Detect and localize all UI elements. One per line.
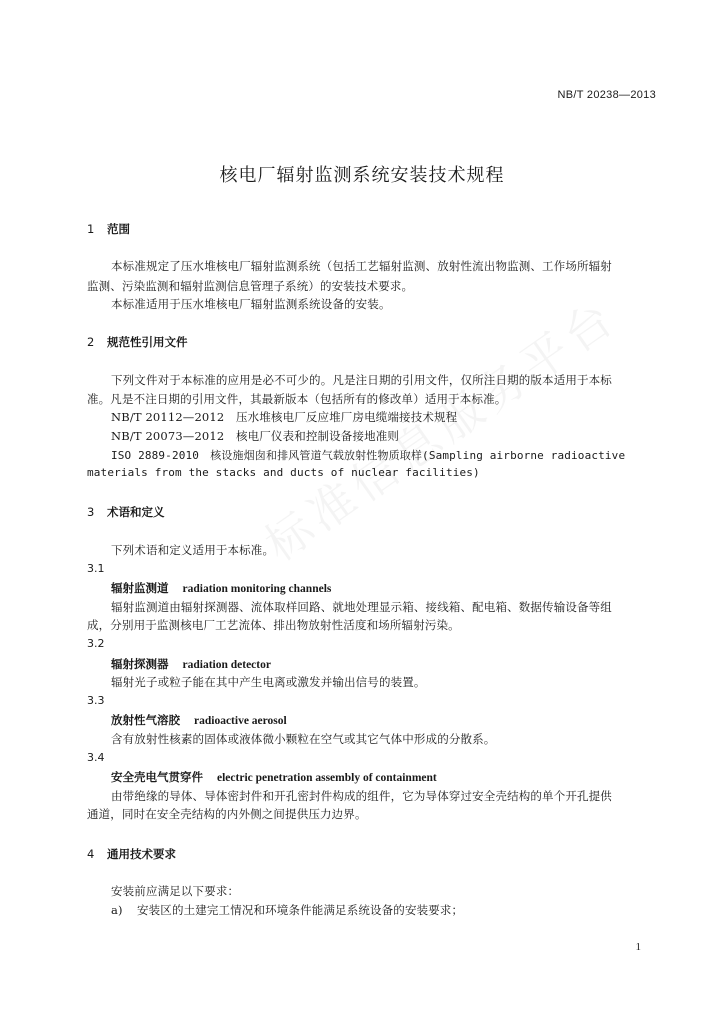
term-number: 3.1 [87,562,105,575]
section-heading-1 [87,221,130,237]
term-definition: 成，分别用于监测核电厂工艺流体、排出物放射性活度和场所辐射污染。 [87,618,460,632]
section-title: 范围 [107,222,130,236]
term-zh: 辐射监测道 [111,581,169,595]
paragraph-line: 本标准适用于压水堆核电厂辐射监测系统设备的安装。 [111,297,391,311]
term-en: radiation monitoring channels [182,583,332,595]
term-definition: 通道，同时在安全壳结构的内外侧之间提供压力边界。 [87,807,367,821]
reference-item: ISO 2889-2010 核设施烟囱和排风管道气载放射性物质取样(Sampling airborne radioactive [111,449,626,462]
section-title: 通用技术要求 [107,847,176,861]
term-en: radioactive aerosol [194,715,287,727]
paragraph-line: 本标准规定了压水堆核电厂辐射监测系统（包括工艺辐射监测、放射性流出物监测、工作场所辐射 [111,259,612,273]
term-zh: 放射性气溶胶 [111,713,180,727]
section-number: 1 [87,222,95,236]
section-heading-4 [87,846,176,862]
section-title: 术语和定义 [107,505,165,519]
term-number: 3.3 [87,694,105,707]
paragraph-line: 准。凡是不注日期的引用文件，其最新版本（包括所有的修改单）适用于本标准。 [87,392,507,406]
term-number: 3.4 [87,751,105,764]
term-heading [111,580,331,596]
section-number: 2 [87,335,95,349]
paragraph-line: 下列术语和定义适用于本标准。 [111,543,275,557]
term-en: electric penetration assembly of containment [217,772,437,784]
term-zh: 安全壳电气贯穿件 [111,770,203,784]
page-title: 核电厂辐射监测系统安装技术规程 [219,165,505,186]
reference-item: NB/T 20073—2012 核电厂仪表和控制设备接地准则 [111,429,400,443]
term-heading [111,769,437,785]
list-label: a) [111,903,123,917]
standard-code: NB/T 20238—2013 [557,89,656,101]
term-heading [111,712,287,728]
paragraph-line: 监测、污染监测和辐射监测信息管理子系统）的安装技术要求。 [87,279,414,293]
term-definition: 由带绝缘的导体、导体密封件和开孔密封件构成的组件，它为导体穿过安全壳结构的单个开孔提供 [111,789,612,803]
reference-item: NB/T 20112—2012 压水堆核电厂反应堆厂房电缆端接技术规程 [111,410,458,424]
term-number: 3.2 [87,637,105,650]
section-heading-3 [87,504,165,520]
term-en: radiation detector [182,659,271,671]
paragraph-line: 下列文件对于本标准的应用是必不可少的。凡是注日期的引用文件，仅所注日期的版本适用于本标 [111,373,612,387]
reference-item-continued: materials from the stacks and ducts of nuclear facilities) [87,466,480,479]
paragraph-line: 安装前应满足以下要求： [111,884,240,898]
term-definition: 辐射监测道由辐射探测器、流体取样回路、就地处理显示箱、接线箱、配电箱、数据传输设备等组 [111,600,612,614]
term-zh: 辐射探测器 [111,657,169,671]
term-definition: 辐射光子或粒子能在其中产生电离或激发并输出信号的装置。 [111,675,426,689]
section-heading-2 [87,334,188,350]
section-number: 3 [87,505,95,519]
list-item [111,902,463,918]
section-number: 4 [87,847,95,861]
section-title: 规范性引用文件 [107,335,188,349]
list-text: 安装区的土建完工情况和环境条件能满足系统设备的安装要求； [137,903,464,917]
page-number: 1 [635,941,641,953]
term-definition: 含有放射性核素的固体或液体微小颗粒在空气或其它气体中形成的分散系。 [111,732,496,746]
term-heading [111,656,271,672]
